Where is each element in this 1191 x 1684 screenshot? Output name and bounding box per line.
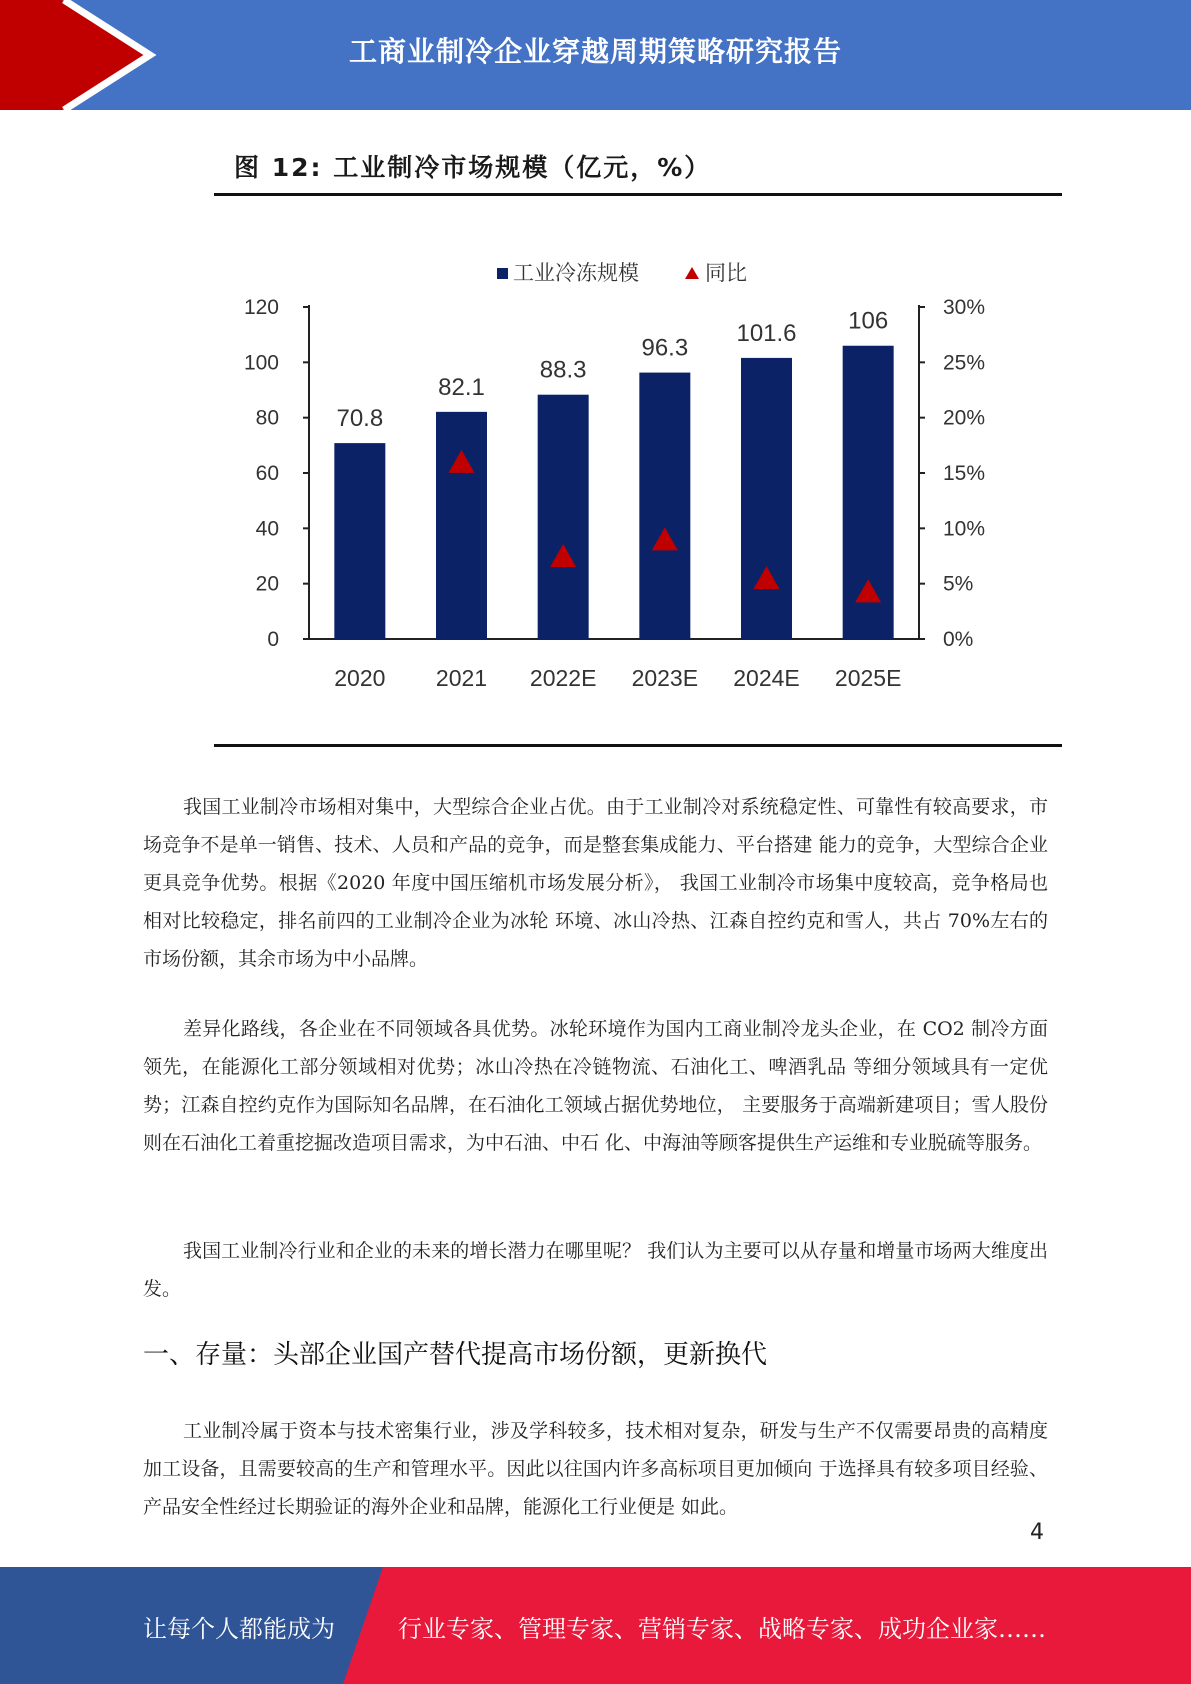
right-tick-label: 25% bbox=[943, 351, 986, 375]
left-tick-label: 80 bbox=[255, 406, 279, 430]
left-tick-label: 20 bbox=[255, 572, 279, 596]
right-tick-label: 30% bbox=[943, 296, 986, 319]
bar-value-label: 70.8 bbox=[336, 405, 384, 433]
right-tick-label: 10% bbox=[943, 517, 986, 541]
page-number: 4 bbox=[1030, 1520, 1044, 1545]
right-tick-label: 15% bbox=[943, 462, 986, 485]
right-tick-label: 5% bbox=[943, 572, 974, 596]
bar-value-label: 82.1 bbox=[438, 373, 485, 401]
paragraph-3: 我国工业制冷行业和企业的未来的增长潜力在哪里呢？ 我们认为主要可以从存量和增量市场两大维度出发。 bbox=[143, 1240, 1048, 1300]
paragraph-1: 我国工业制冷市场相对集中，大型综合企业占优。由于工业制冷对系统稳定性、可靠性有较高要求，市场竞争不是单一销售、技术、人员和产品的竞争，而是整套集成能力、平台搭建 能力的竞争，大型综合企业更具竞争优势。根据《2020 年度中国压缩机市场发展分析》， 我国工业制冷市场集中度较高，竞争格局也相对比较稳定，排名前四的工业制冷企业为冰轮 环境、冰山冷热、江森自控约克和雪人，共占 70%左右的市场份额，其余市场为中小品牌。 bbox=[143, 796, 1048, 970]
legend-bar-swatch bbox=[497, 268, 508, 279]
bar-value-label: 106 bbox=[848, 307, 889, 335]
legend-bar-label: 工业冷冻规模 bbox=[513, 261, 639, 285]
report-title: 工商业制冷企业穿越周期策略研究报告 bbox=[348, 35, 842, 68]
x-tick-label: 2021 bbox=[435, 665, 488, 691]
right-tick-label: 20% bbox=[943, 406, 986, 430]
bar bbox=[538, 395, 589, 639]
bar-value-label: 101.6 bbox=[736, 319, 797, 347]
legend-marker-label: 同比 bbox=[705, 261, 747, 285]
x-tick-label: 2020 bbox=[334, 665, 386, 691]
footer-slogan-right: 行业专家、管理专家、营销专家、战略专家、成功企业家…… bbox=[398, 1615, 1046, 1643]
left-tick-label: 100 bbox=[243, 351, 279, 375]
left-tick-label: 120 bbox=[243, 296, 279, 319]
section-heading: 一、存量：头部企业国产替代提高市场份额，更新换代 bbox=[143, 1340, 768, 1370]
bar-value-label: 96.3 bbox=[641, 334, 689, 362]
bar bbox=[436, 412, 487, 639]
bar-value-label: 88.3 bbox=[539, 356, 587, 384]
page-header bbox=[0, 0, 1191, 110]
x-tick-label: 2023E bbox=[631, 665, 699, 691]
page-footer bbox=[0, 1567, 1191, 1684]
right-tick-label: 0% bbox=[943, 628, 974, 651]
legend-marker-swatch bbox=[685, 267, 699, 279]
bar bbox=[741, 358, 792, 639]
left-tick-label: 40 bbox=[255, 517, 279, 541]
footer-slogan-left: 让每个人都能成为 bbox=[143, 1615, 335, 1643]
x-tick-label: 2024E bbox=[733, 665, 800, 691]
left-tick-label: 60 bbox=[255, 462, 279, 485]
figure-top-rule bbox=[214, 193, 1062, 196]
market-size-chart bbox=[214, 255, 1062, 725]
x-tick-label: 2025E bbox=[834, 665, 902, 691]
x-tick-label: 2022E bbox=[529, 665, 597, 691]
paragraph-4: 工业制冷属于资本与技术密集行业，涉及学科较多，技术相对复杂，研发与生产不仅需要昂贵的高精度加工设备，且需要较高的生产和管理水平。因此以往国内许多高标项目更加倾向 于选择具有较多项目经验、产品安全性经过长期验证的海外企业和品牌，能源化工行业便是 如此。 bbox=[143, 1420, 1048, 1518]
figure-bottom-rule bbox=[214, 744, 1062, 747]
figure-title: 图 12: 工业制冷市场规模（亿元，%） bbox=[234, 153, 712, 182]
paragraph-2: 差异化路线，各企业在不同领域各具优势。冰轮环境作为国内工商业制冷龙头企业，在 CO2 制冷方面领先，在能源化工部分领域相对优势；冰山冷热在冷链物流、石油化工、啤酒乳品 等细分领域具有一定优势；江森自控约克作为国际知名品牌，在石油化工领域占据优势地位， 主要服务于高端新建项目；雪人股份则在石油化工着重挖掘改造项目需求，为中石油、中石 化、中海油等顾客提供生产运维和专业脱硫等服务。 bbox=[143, 1018, 1048, 1154]
left-tick-label: 0 bbox=[267, 628, 279, 651]
bar bbox=[639, 373, 690, 639]
bar bbox=[334, 443, 385, 639]
